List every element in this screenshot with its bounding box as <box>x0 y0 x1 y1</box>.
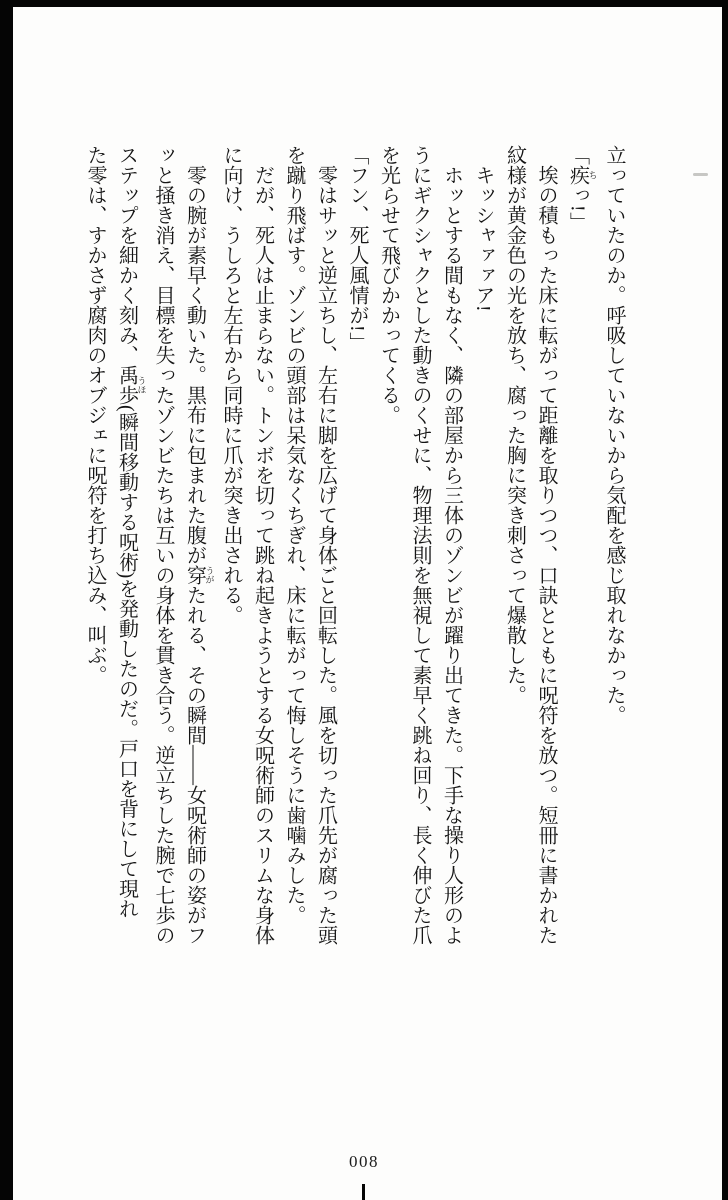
text-line: だが、死人は止まらない。トンボを切って跳ね起きようとする女呪術師のスリムな身体 <box>251 165 274 945</box>
text-line: を光らせて飛びかかってくる。 <box>377 145 400 425</box>
vertical-text-body <box>79 145 630 990</box>
text-line: に向け、うしろと左右から同時に爪が突き出される。 <box>220 145 242 625</box>
page-number: 008 <box>349 1152 379 1171</box>
text-line: ステップを細かく刻み、禹歩 うほ(瞬間移動する呪術)を発動したのだ。戸口を背にして現れ <box>115 145 147 919</box>
page-left-border <box>0 0 13 1200</box>
text-line: キッシャァァア! <box>472 165 494 312</box>
text-line: 零はサッと逆立ちし、左右に脚を広げて身体ごと回転した。風を切った爪先が腐った頭 <box>314 165 337 945</box>
text-line: 紋様が黄金色の光を放ち、腐った胸に突き刺さって爆散した。 <box>503 145 526 705</box>
text-line: ホッとする間もなく、隣の部屋から三体のゾンビが躍り出てきた。下手な操り人形のよ <box>440 165 463 945</box>
page-right-border <box>722 0 728 1200</box>
text-line: を蹴り飛ばす。ゾンビの頭部は呆気なくちぎれ、床に転がって悔しそうに歯噛みした。 <box>283 145 305 925</box>
bottom-fold-mark <box>362 1184 365 1200</box>
scan-smudge-mark <box>693 173 708 176</box>
text-line: た零は、すかさず腐肉のオブジェに呪符を打ち込み、叫ぶ。 <box>84 145 106 685</box>
text-line: ッと掻き消え、目標を失ったゾンビたちは互いの身体を貫き合う。逆立ちした腕で七歩の <box>152 145 174 945</box>
text-line: 埃の積もった床に転がって距離を取りつつ、口訣とともに呪符を放つ。短冊に書かれた <box>535 165 557 945</box>
furigana-ruby: 疾 ち <box>566 165 598 185</box>
furigana-ruby: 禹歩 うほ <box>115 365 147 405</box>
text-line: 「フン、死人風情が!」 <box>346 145 368 352</box>
text-line: 「疾 ちっ!」 <box>566 145 598 232</box>
text-line: 零の腕が素早く動いた。黒布に包まれた腹が穿 うがたれる、その瞬間――女呪術師の姿がフ <box>183 165 215 945</box>
text-line: うにギクシャクとした動きのくせに、物理法則を無視して素早く跳ね回り、長く伸びた爪 <box>409 145 431 945</box>
page-top-border <box>0 0 728 7</box>
furigana-ruby: 穿 うが <box>183 565 215 585</box>
text-line: 立っていたのか。呼吸していないから気配を感じ取れなかった。 <box>603 145 625 725</box>
